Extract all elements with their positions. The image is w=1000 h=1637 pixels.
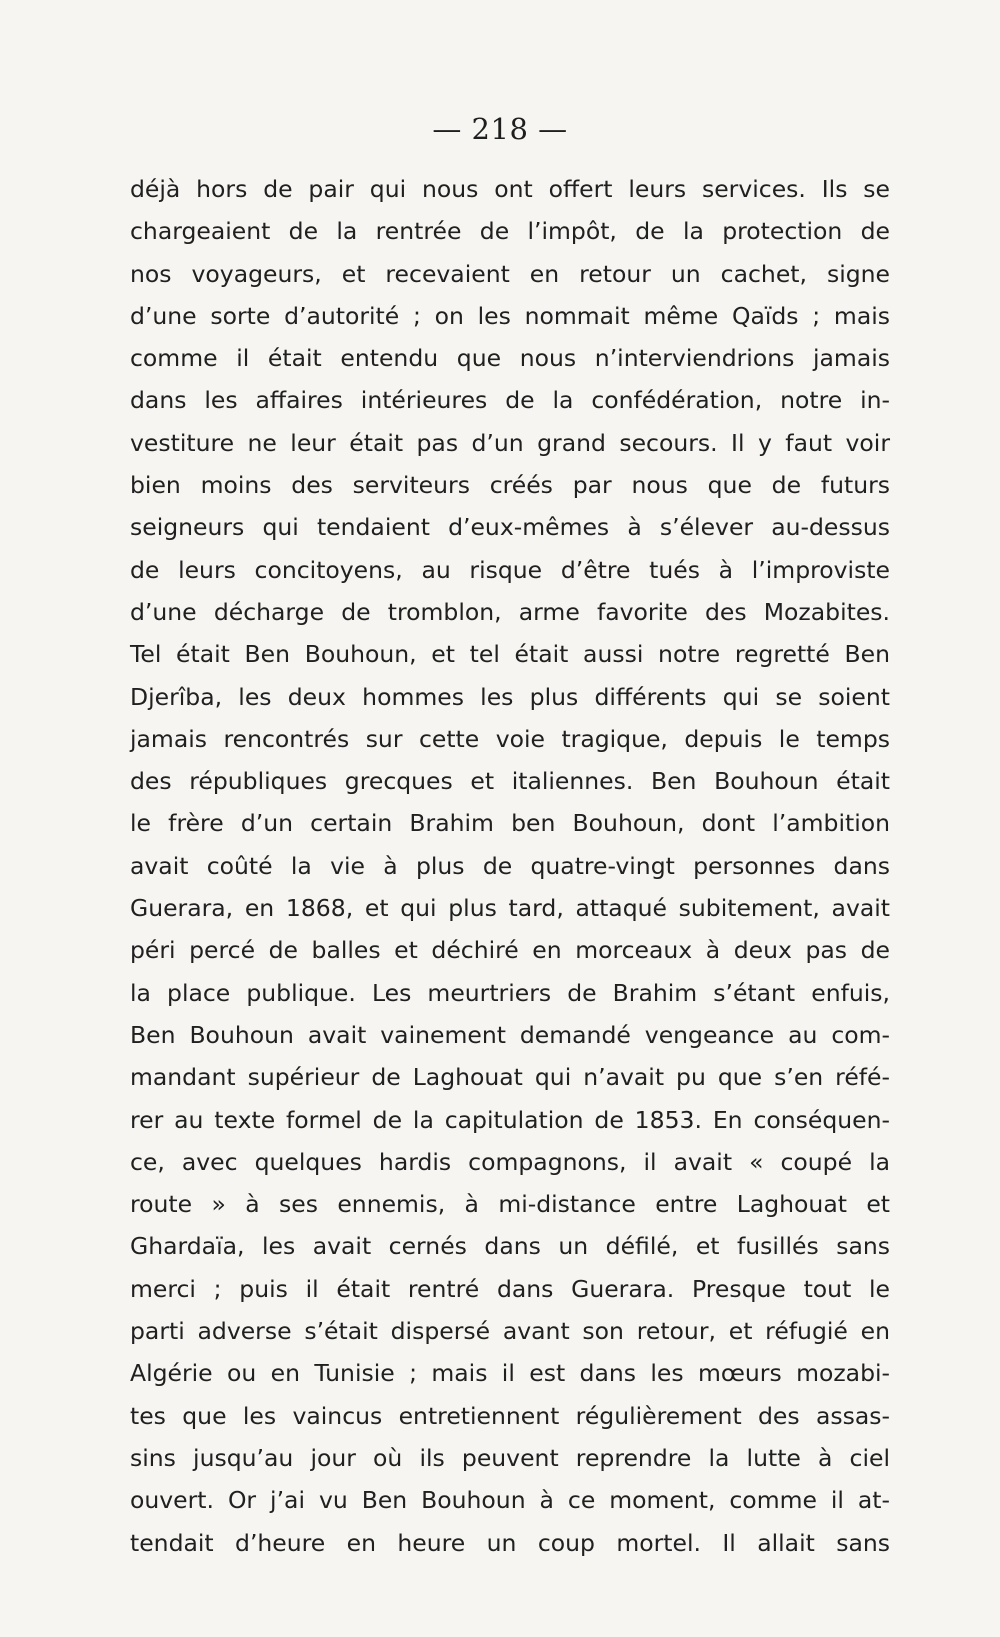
text-line: route » à ses ennemis, à mi-distance entre Laghouat et [130,1190,890,1219]
text-line: ouvert. Or j’ai vu Ben Bouhoun à ce moment, comme il at- [130,1486,890,1515]
text-line: comme il était entendu que nous n’interviendrions jamais [130,344,890,373]
text-line: déjà hors de pair qui nous ont offert leurs services. Ils se [130,175,890,203]
text-line: vestiture ne leur était pas d’un grand secours. Il y faut voir [130,428,890,457]
text-line: d’une sorte d’autorité ; on les nommait même Qaïds ; mais [130,301,890,330]
text-line: Ghardaïa, les avait cernés dans un défilé, et fusillés sans [130,1232,890,1261]
text-line: sins jusqu’au jour où ils peuvent reprendre la lutte à ciel [130,1443,890,1472]
text-line: seigneurs qui tendaient d’eux-mêmes à s’élever au-dessus [130,513,890,542]
text-line: la place publique. Les meurtriers de Brahim s’étant enfuis, [130,978,890,1007]
text-line: dans les affaires intérieures de la confédération, notre in- [130,386,890,415]
text-line: chargeaient de la rentrée de l’impôt, de la protection de [130,217,890,246]
text-line: Guerara, en 1868, et qui plus tard, attaqué subitement, avait [130,894,890,923]
text-line: rer au texte formel de la capitulation de 1853. En conséquen- [130,1105,890,1134]
text-line: ce, avec quelques hardis compagnons, il avait « coupé la [130,1147,890,1176]
text-line: parti adverse s’était dispersé avant son retour, et réfugié en [130,1317,890,1346]
text-line: le frère d’un certain Brahim ben Bouhoun, dont l’ambition [130,809,890,838]
text-line: Djerîba, les deux hommes les plus différents qui se soient [130,682,890,711]
text-line: tendait d’heure en heure un coup mortel. Il allait sans [130,1528,890,1557]
text-line: merci ; puis il était rentré dans Guerara. Presque tout le [130,1274,890,1303]
text-line: péri percé de balles et déchiré en morceaux à deux pas de [130,936,890,965]
body-text [130,168,890,1564]
text-line: de leurs concitoyens, au risque d’être tués à l’improviste [130,555,890,584]
text-line: Tel était Ben Bouhoun, et tel était aussi notre regretté Ben [130,640,890,669]
page-number: — 218 — [432,112,568,146]
text-line: d’une décharge de tromblon, arme favorite des Mozabites. [130,597,890,626]
text-line: des républiques grecques et italiennes. Ben Bouhoun était [130,767,890,796]
text-line: Algérie ou en Tunisie ; mais il est dans les mœurs mozabi- [130,1359,890,1388]
text-line: jamais rencontrés sur cette voie tragique, depuis le temps [130,724,890,753]
text-line: mandant supérieur de Laghouat qui n’avait pu que s’en réfé- [130,1063,890,1092]
text-line: avait coûté la vie à plus de quatre-vingt personnes dans [130,851,890,880]
text-line: Ben Bouhoun avait vainement demandé vengeance au com- [130,1020,890,1049]
text-line: bien moins des serviteurs créés par nous que de futurs [130,471,890,500]
text-line: nos voyageurs, et recevaient en retour un cachet, signe [130,259,890,288]
text-line: tes que les vaincus entretiennent régulièrement des assas- [130,1401,890,1430]
